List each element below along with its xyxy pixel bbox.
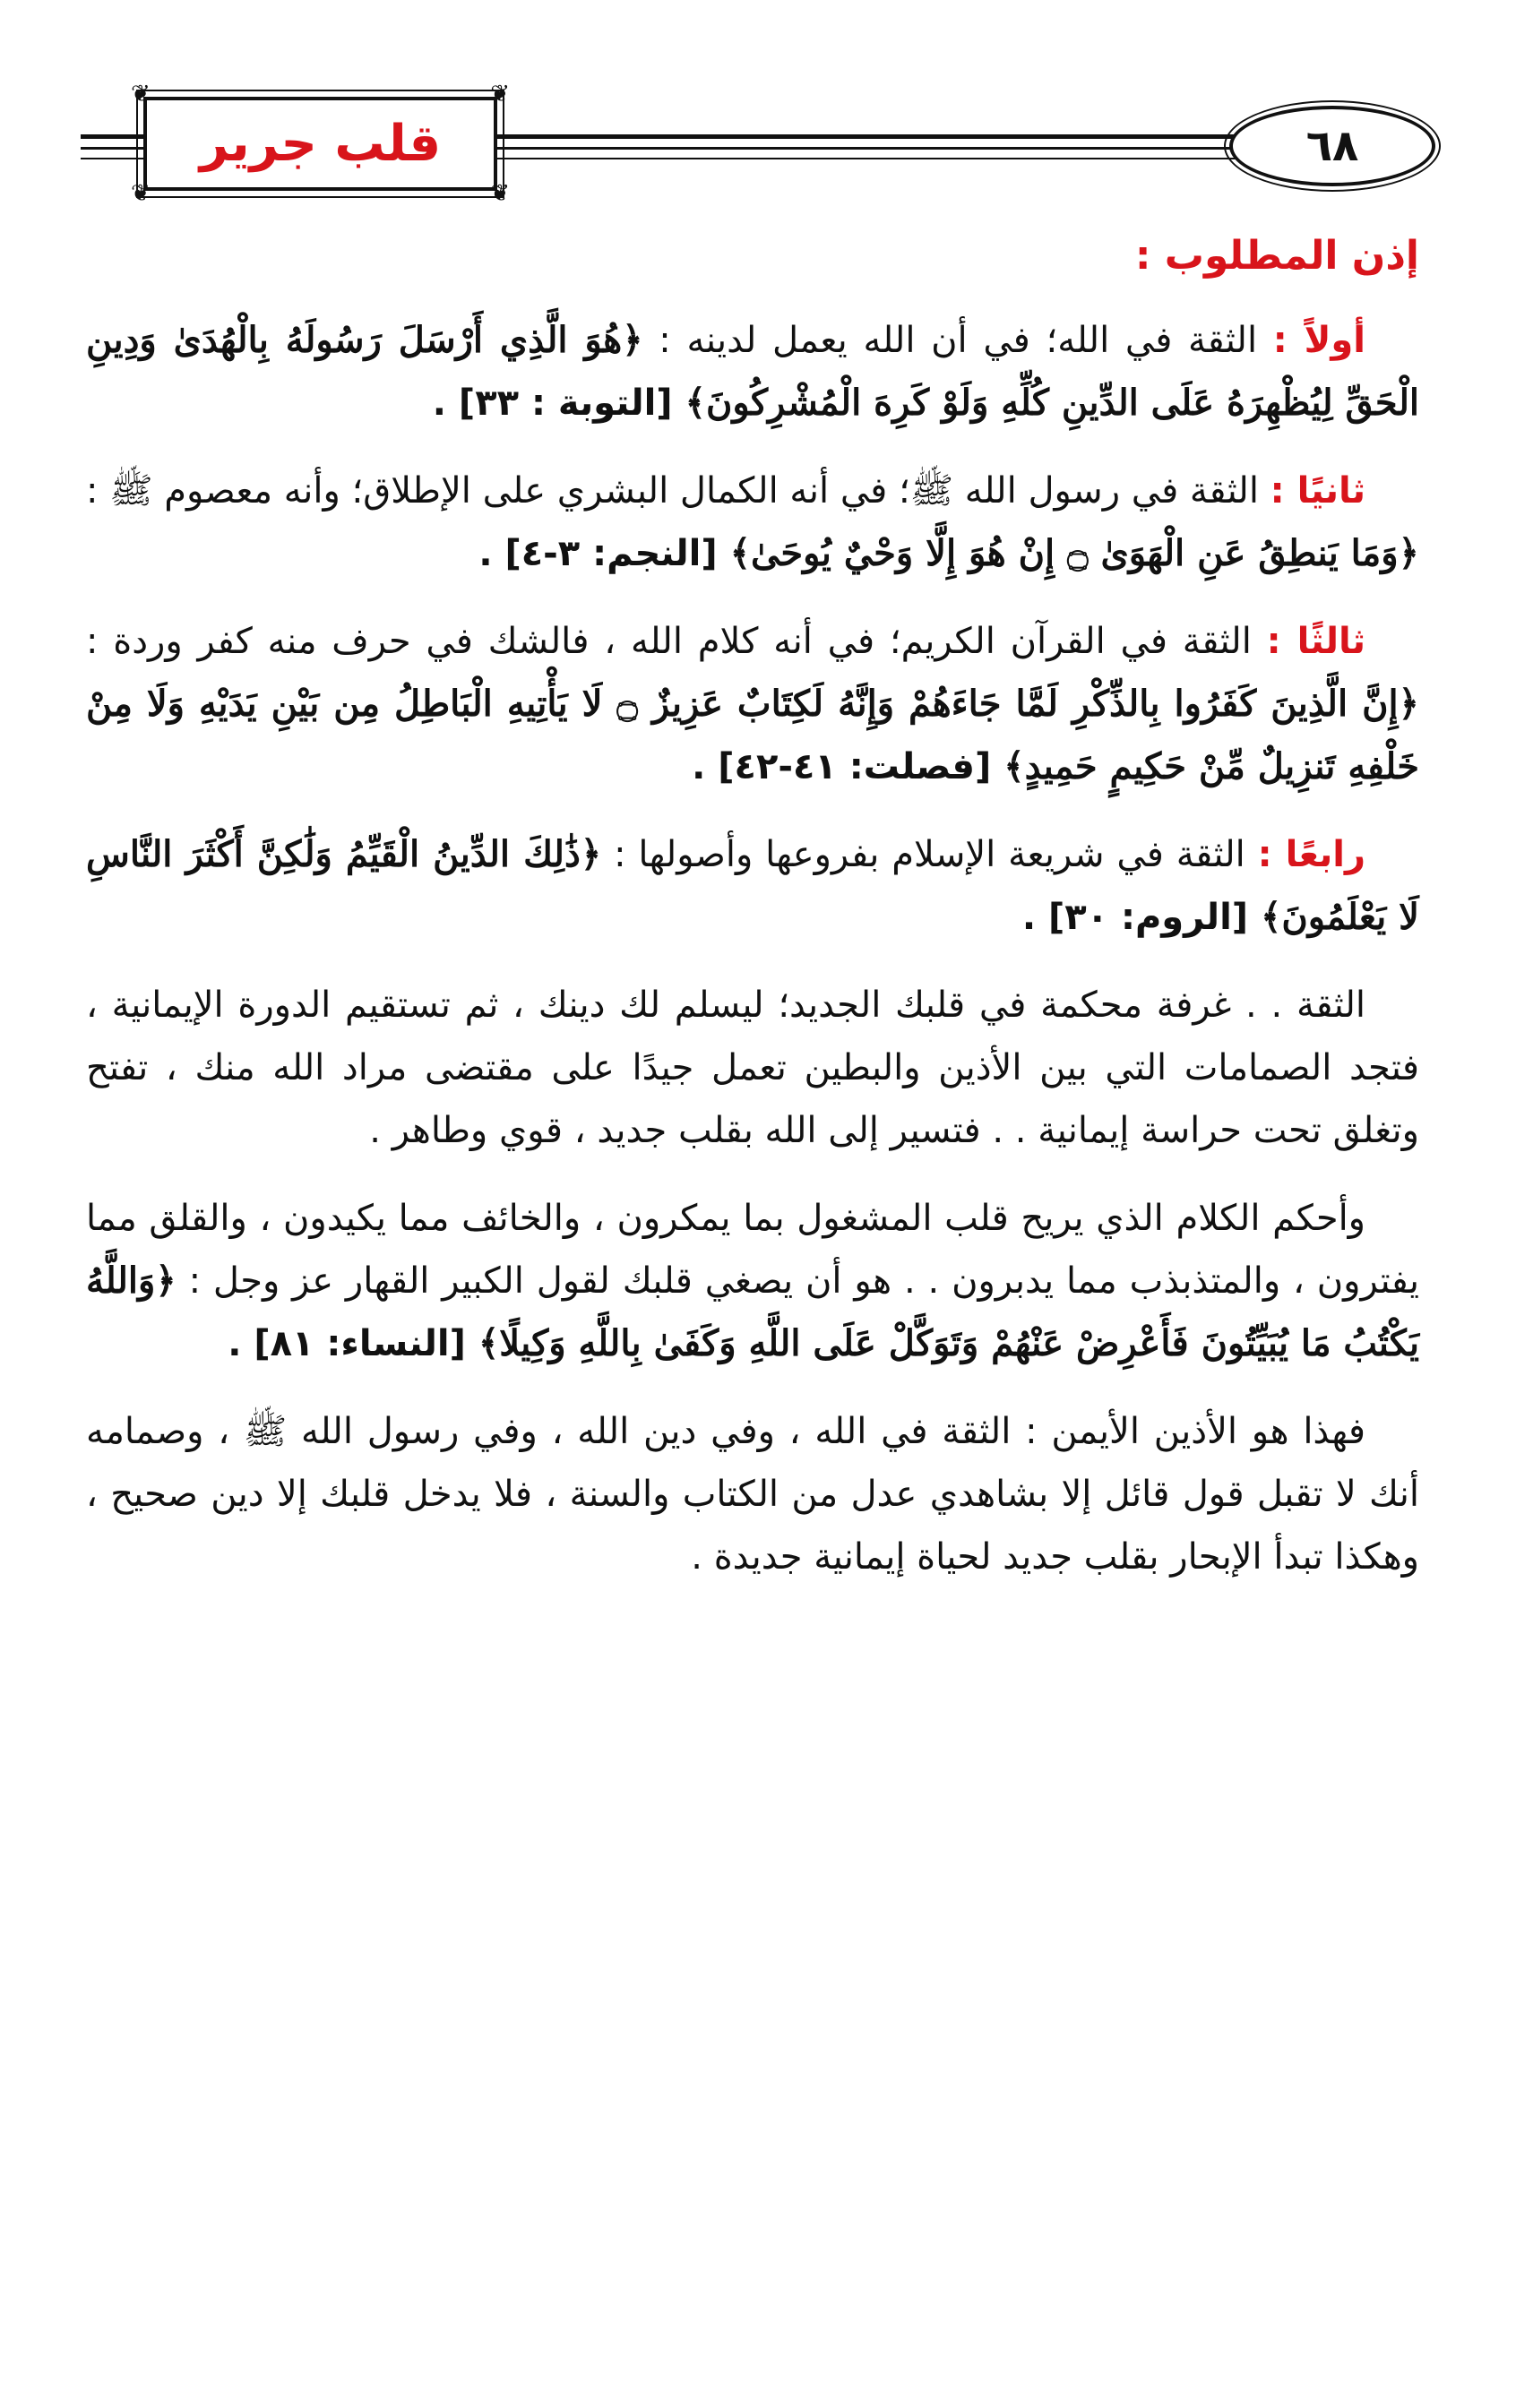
point-lead: رابعًا :: [1257, 834, 1365, 875]
point-paragraph: [86, 823, 1419, 949]
body-paragraph: [86, 1187, 1419, 1375]
ornament-icon: ❦: [490, 180, 510, 207]
verse-reference: [الروم: ٣٠] .: [1021, 897, 1261, 938]
quran-verse: ﴿ذَٰلِكَ الدِّينُ الْقَيِّمُ وَلَٰكِنَّ أَكْثَرَ النَّاسِ لَا يَعْلَمُونَ﴾: [86, 833, 1419, 938]
ornament-icon: ❦: [131, 180, 151, 207]
running-title: قلب جرير: [199, 115, 442, 173]
ornament-icon: ❦: [131, 81, 151, 108]
point-paragraph: [86, 460, 1419, 585]
ornament-icon: ❦: [490, 81, 510, 108]
running-title-box: [131, 81, 510, 207]
point-paragraph: [86, 610, 1419, 798]
point-lead: أولاً :: [1272, 320, 1365, 361]
point-text: الثقة في رسول الله ﷺ؛ في أنه الكمال البشري على الإطلاق؛ وأنه معصوم ﷺ :: [86, 470, 1271, 512]
paragraph-text: وأحكم الكلام الذي يريح قلب المشغول بما يمكرون ، والخائف مما يكيدون ، والقلق مما يفترون ، والمتذبذب مما يدبرون . . هو أن يصغي قلبك لقول الكبير القهار عز وجل :: [86, 1198, 1419, 1302]
page-number: ٦٨: [1305, 121, 1359, 171]
verse-reference: [النجم: ٣-٤] .: [478, 533, 730, 574]
verse-reference: [التوبة : ٣٣] .: [432, 383, 685, 424]
page-body: [86, 233, 1419, 2354]
point-text: الثقة في الله؛ في أن الله يعمل لدينه :: [642, 320, 1273, 361]
quran-verse: ﴿هُوَ الَّذِي أَرْسَلَ رَسُولَهُ بِالْهُدَىٰ وَدِينِ الْحَقِّ لِيُظْهِرَهُ عَلَى الدِّينِ كُلِّهِ وَلَوْ كَرِهَ الْمُشْرِكُونَ﴾: [86, 319, 1419, 424]
verse-reference: [فصلت: ٤١-٤٢] .: [692, 746, 1004, 787]
point-lead: ثالثًا :: [1266, 621, 1366, 662]
quran-verse: ﴿وَاللَّهُ يَكْتُبُ مَا يُبَيِّتُونَ فَأَعْرِضْ عَنْهُمْ وَتَوَكَّلْ عَلَى اللَّهِ وَكَفَىٰ بِاللَّهِ وَكِيلًا﴾: [86, 1260, 1419, 1364]
quran-verse: ﴿وَمَا يَنطِقُ عَنِ الْهَوَىٰ ۝ إِنْ هُوَ إِلَّا وَحْيٌ يُوحَىٰ﴾: [729, 532, 1419, 574]
verse-reference: [النساء: ٨١] .: [228, 1323, 478, 1364]
page-number-oval: [1229, 106, 1435, 186]
point-text: الثقة في شريعة الإسلام بفروعها وأصولها :: [601, 834, 1258, 875]
quran-verse: ﴿إِنَّ الَّذِينَ كَفَرُوا بِالذِّكْرِ لَمَّا جَاءَهُمْ وَإِنَّهُ لَكِتَابٌ عَزِيزٌ ۝ لَا يَأْتِيهِ الْبَاطِلُ مِن بَيْنِ يَدَيْهِ وَلَا مِنْ خَلْفِهِ تَنزِيلٌ مِّنْ حَكِيمٍ حَمِيدٍ﴾: [86, 683, 1419, 787]
point-paragraph: [86, 309, 1419, 434]
body-paragraph: الثقة . . غرفة محكمة في قلبك الجديد؛ ليسلم لك دينك ، ثم تستقيم الدورة الإيمانية ، فتجد الصمامات التي بين الأذين والبطين تعمل جيدًا على مقتضى مراد الله منك ، تفتح وتغلق تحت حراسة إيمانية . . فتسير إلى الله بقلب جديد ، قوي وطاهر .: [86, 985, 1419, 1151]
point-lead: ثانيًا :: [1270, 470, 1366, 512]
body-paragraph: فهذا هو الأذين الأيمن : الثقة في الله ، وفي دين الله ، وفي رسول الله ﷺ ، وصمامه أنك لا تقبل قول قائل إلا بشاهدي عدل من الكتاب والسنة ، فلا يدخل قلبك إلا دين صحيح ، وهكذا تبدأ الإبحار بقلب جديد لحياة إيمانية جديدة .: [86, 1411, 1419, 1578]
section-heading: إذن المطلوب :: [1134, 233, 1419, 279]
point-text: الثقة في القرآن الكريم؛ في أنه كلام الله ، فالشك في حرف منه كفر وردة :: [86, 621, 1267, 662]
